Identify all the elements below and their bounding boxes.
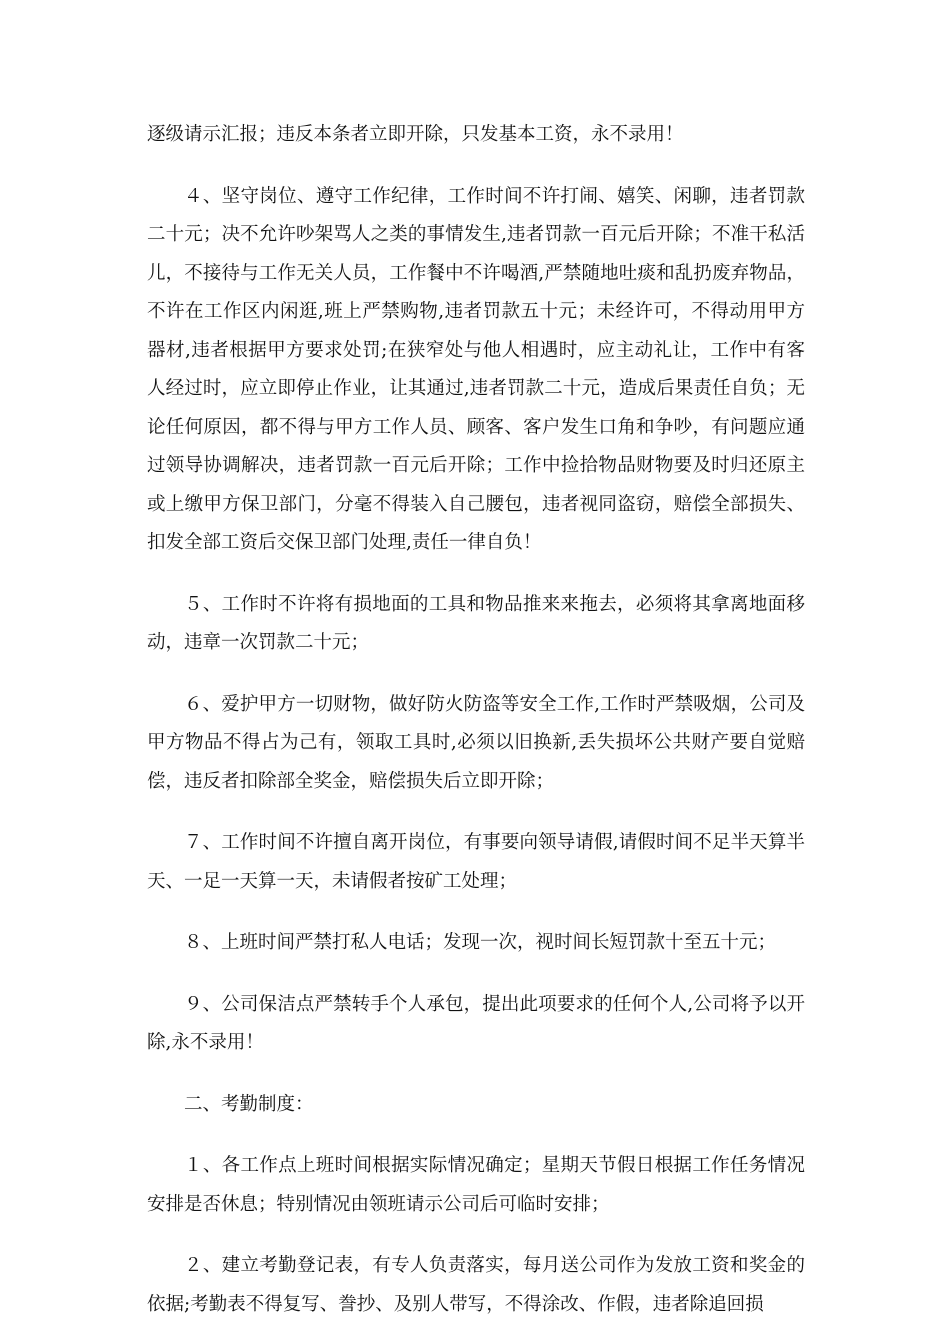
rule-item-9: ９、公司保洁点严禁转手个人承包，提出此项要求的任何个人,公司将予以开除,永不录用！ bbox=[147, 993, 805, 1053]
rule-item-7: ７、工作时间不许擅自离开岗位，有事要向领导请假,请假时间不足半天算半天、一足一天算一天，未请假者按矿工处理； bbox=[147, 832, 805, 892]
attendance-item-2: ２、建立考勤登记表，有专人负责落实，每月送公司作为发放工资和奖金的依据;考勤表不得复写、誊抄、及别人带写，不得涂改、作假，违者除追回损 bbox=[147, 1255, 805, 1315]
rule-item-5: ５、工作时不许将有损地面的工具和物品推来来拖去，必须将其拿离地面移动，违章一次罚款二十元； bbox=[147, 593, 805, 653]
paragraph-continuation: 逐级请示汇报；违反本条者立即开除，只发基本工资，永不录用！ bbox=[147, 124, 684, 145]
section-heading-attendance: 二、考勤制度： bbox=[184, 1093, 314, 1115]
document-page bbox=[147, 116, 805, 1324]
rule-item-8: ８、上班时间严禁打私人电话；发现一次，视时间长短罚款十至五十元； bbox=[184, 932, 777, 953]
rule-item-6: ６、爱护甲方一切财物，做好防火防盗等安全工作,工作时严禁吸烟，公司及甲方物品不得占为己有，领取工具时,必须以旧换新,丢失损坏公共财产要自觉赔偿，违反者扣除部全奖金，赔偿损失后立即开除； bbox=[147, 693, 805, 792]
attendance-item-1: １、各工作点上班时间根据实际情况确定；星期天节假日根据工作任务情况安排是否休息；特别情况由领班请示公司后可临时安排； bbox=[147, 1155, 805, 1215]
rule-item-4: ４、坚守岗位、遵守工作纪律，工作时间不许打闹、嬉笑、闲聊，违者罚款二十元；决不允许吵架骂人之类的事情发生,违者罚款一百元后开除；不准干私活儿，不接待与工作无关人员，工作餐中不许喝酒,严禁随地吐痰和乱扔废弃物品，不许在工作区内闲逛,班上严禁购物,违者罚款五十元；未经许可，不得动用甲方器材,违者根据甲方要求处罚;在狭窄处与他人相遇时，应主动礼让，工作中有客人经过时，应立即停止作业，让其通过,违者罚款二十元，造成后果责任自负；无论任何原因，都不得与甲方工作人员、顾客、客户发生口角和争吵，有问题应通过领导协调解决，违者罚款一百元后开除；工作中捡拾物品财物要及时归还原主或上缴甲方保卫部门，分毫不得装入自己腰包，违者视同盗窃，赔偿全部损失、扣发全部工资后交保卫部门处理,责任一律自负！ bbox=[147, 185, 805, 553]
